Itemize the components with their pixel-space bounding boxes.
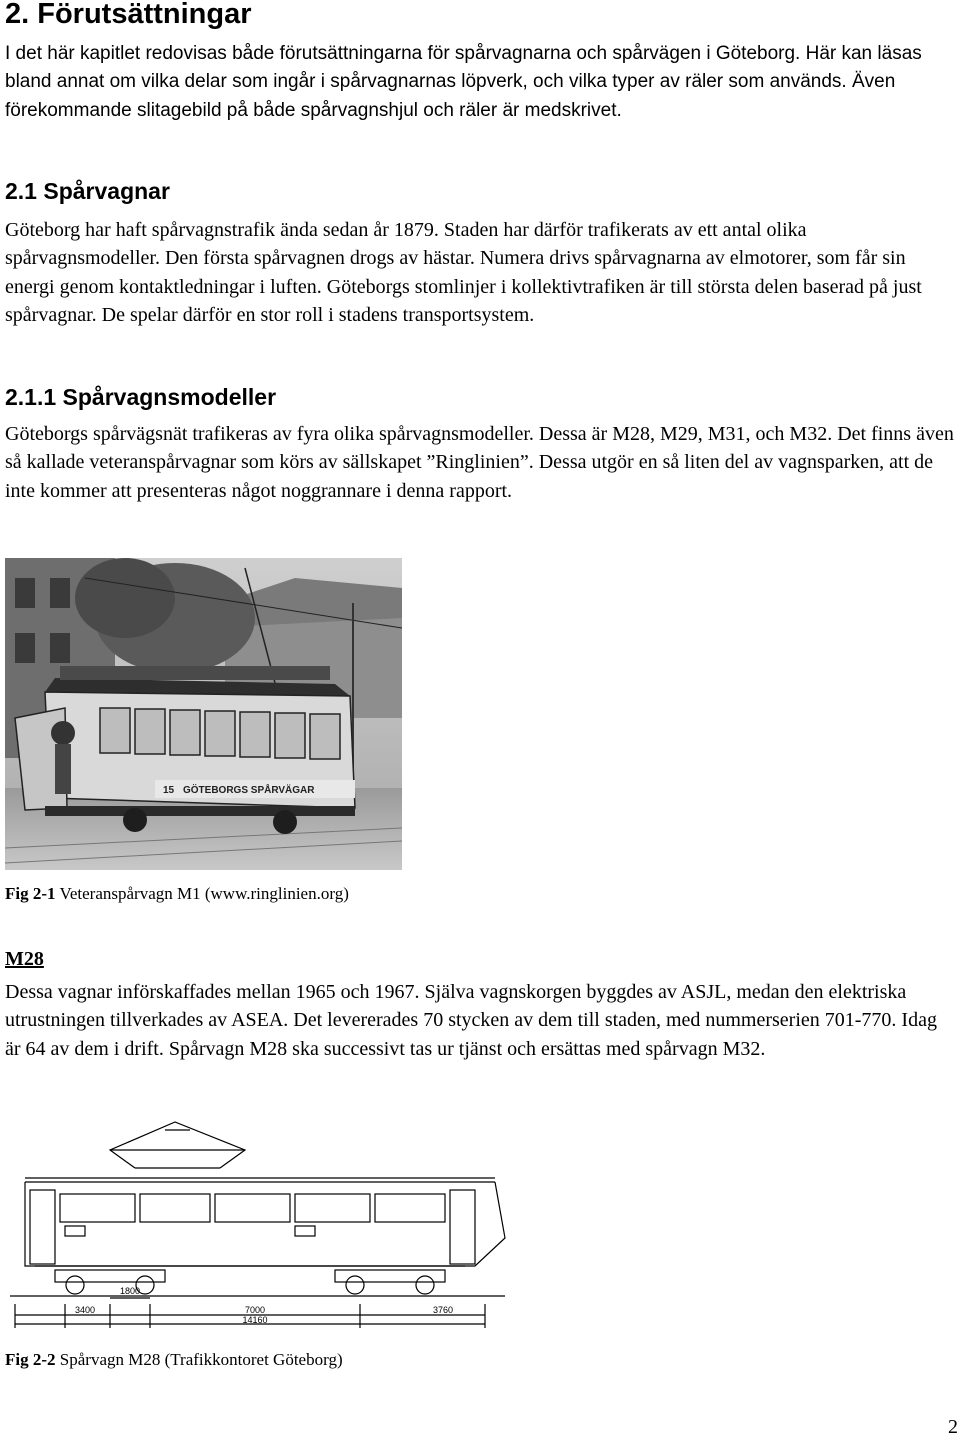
figure-2-1-label: Fig 2-1 <box>5 884 56 903</box>
figure-2-2-text: Spårvagn M28 (Trafikkontoret Göteborg) <box>55 1350 343 1369</box>
section-heading-2-1: 2.1 Spårvagnar <box>5 178 170 204</box>
dim-total: 14160 <box>242 1315 268 1325</box>
dim-bogie: 1800 <box>119 1286 141 1296</box>
section-2-1-1-paragraph: Göteborgs spårvägsnät trafikeras av fyra olika spårvagnsmodeller. Dessa är M28, M29, M31, och M32. Det finns även så kallade veteranspårvagnar som körs av sällskapet ”Ringlinien”. Dessa utgör en så liten del av vagnsparken, att de inte kommer att presenteras något noggrannare i denna rapport. <box>5 423 954 502</box>
tram-photo-lettering: GÖTEBORGS SPÅRVÄGAR <box>183 785 315 796</box>
figure-2-2-label: Fig 2-2 <box>5 1350 56 1369</box>
chapter-heading: 2. Förutsättningar <box>5 0 252 30</box>
m28-heading: M28 <box>5 948 44 970</box>
intro-paragraph: I det här kapitlet redovisas både förutsättningarna för spårvagnarna och spårvägen i Göteborg. Här kan läsas bland annat om vilka delar som ingår i spårvagnarnas löpverk, och vilka typer av räler som används. Även förekommande slitagebild på både spårvagnshjul och räler är medskrivet. <box>5 43 922 121</box>
section-heading-2-1-1: 2.1.1 Spårvagnsmodeller <box>5 384 277 410</box>
dim-right: 3760 <box>432 1305 454 1315</box>
figure-2-2-caption <box>5 1350 343 1370</box>
dim-left: 3400 <box>74 1305 96 1315</box>
tram-photo <box>5 558 402 870</box>
section-2-1-paragraph: Göteborg har haft spårvagnstrafik ända sedan år 1879. Staden har därför trafikerats av ett antal olika spårvagnsmodeller. Den första spårvagnen drogs av hästar. Numera drivs spårvagnarna av elmotorer, som får sin energi genom kontaktledningar i luften. Göteborgs stomlinjer i kollektivtrafiken är till största delen baserad på just spårvagnar. De spelar därför en stor roll i stadens transportsystem. <box>5 219 922 327</box>
page-number: 2 <box>948 1416 958 1438</box>
m28-technical-drawing <box>5 1110 515 1330</box>
dim-middle: 7000 <box>244 1305 266 1315</box>
figure-2-1-text: Veteranspårvagn M1 (www.ringlinien.org) <box>55 884 349 903</box>
tram-photo-number: 15 <box>163 785 175 796</box>
m28-paragraph: Dessa vagnar införskaffades mellan 1965 och 1967. Själva vagnskorgen byggdes av ASJL, medan den elektriska utrustningen tillverkades av ASEA. Det levererades 70 stycken av dem till staden, med nummerserien 701-770. Idag är 64 av dem i drift. Spårvagn M28 ska successivt tas ur tjänst och ersättas med spårvagn M32. <box>5 981 937 1060</box>
figure-2-1-caption <box>5 884 349 904</box>
